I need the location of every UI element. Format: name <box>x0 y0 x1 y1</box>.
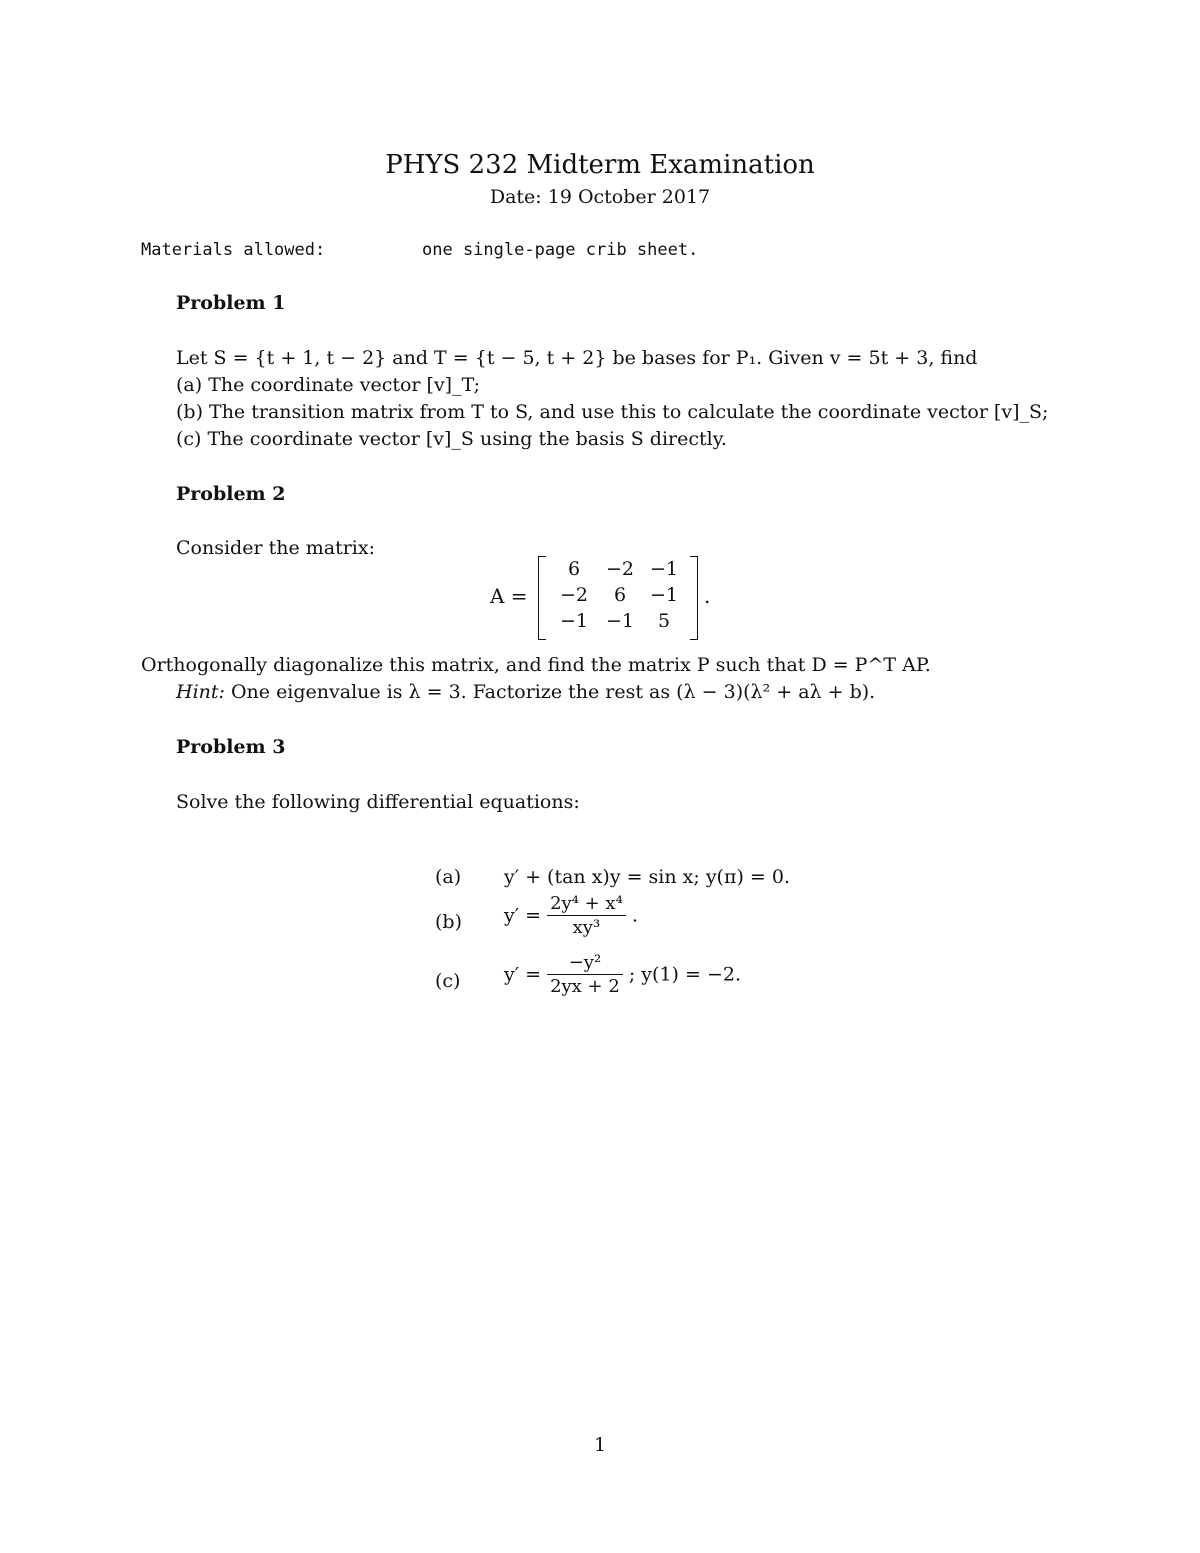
page-number: 1 <box>593 1434 607 1456</box>
equation-a: y′ + (tan x)y = sin x; y(π) = 0. <box>504 866 790 888</box>
problem-2-intro: Consider the matrix: <box>176 537 375 559</box>
problem-2-instruction: Orthogonally diagonalize this matrix, and find the matrix P such that D = P^T AP. <box>141 654 931 676</box>
matrix-cell: −1 <box>559 610 588 632</box>
equation-b-lhs: y′ = <box>504 904 542 927</box>
matrix-cell: 5 <box>657 610 671 632</box>
matrix-period: . <box>704 584 711 608</box>
problem-1-part-c: (c) The coordinate vector [v]_S using the basis S directly. <box>176 428 727 450</box>
matrix-cell: 6 <box>613 584 627 606</box>
matrix-right-bracket <box>690 556 698 640</box>
matrix-name: A = <box>490 584 528 608</box>
matrix-cell: −2 <box>559 584 588 606</box>
equation-b-numerator: 2y⁴ + x⁴ <box>547 893 626 916</box>
hint-label: Hint: <box>176 681 225 703</box>
problem-1-part-a: (a) The coordinate vector [v]_T; <box>176 374 480 396</box>
matrix-cell: −2 <box>605 558 634 580</box>
matrix-cell: 6 <box>567 558 581 580</box>
materials-label: Materials allowed: <box>141 240 326 260</box>
equation-c-denominator: 2yx + 2 <box>550 976 620 997</box>
matrix-cell: −1 <box>649 558 678 580</box>
equation-b-label: (b) <box>435 911 462 933</box>
equation-c-lhs: y′ = <box>504 963 542 986</box>
problem-3-intro: Solve the following differential equations: <box>176 791 580 813</box>
matrix-cell: −1 <box>605 610 634 632</box>
problem-1-intro: Let S = {t + 1, t − 2} and T = {t − 5, t + 2} be bases for P₁. Given v = 5t + 3, find <box>176 347 978 369</box>
equation-c-end: ; y(1) = −2. <box>628 963 741 986</box>
equation-b-end: . <box>631 904 638 927</box>
problem-2-heading: Problem 2 <box>176 483 286 505</box>
exam-date: Date: 19 October 2017 <box>489 186 711 208</box>
problem-1-part-b: (b) The transition matrix from T to S, and use this to calculate the coordinate vector [v]_S; <box>176 401 1049 423</box>
matrix-left-bracket <box>538 556 546 640</box>
equation-c-numerator: −y² <box>547 952 623 975</box>
equation-b-fraction <box>547 893 626 938</box>
equation-a-label: (a) <box>435 866 462 888</box>
problem-3-heading: Problem 3 <box>176 736 286 758</box>
hint-text: One eigenvalue is λ = 3. Factorize the rest as (λ − 3)(λ² + aλ + b). <box>230 681 876 703</box>
equation-b-denominator: xy³ <box>572 917 601 938</box>
equation-c-label: (c) <box>435 970 461 992</box>
matrix-a <box>538 556 698 638</box>
matrix-cell: −1 <box>649 584 678 606</box>
equation-c <box>504 952 741 997</box>
problem-2-hint <box>176 681 875 703</box>
problem-1-heading: Problem 1 <box>176 292 286 314</box>
page-title: PHYS 232 Midterm Examination <box>385 150 815 180</box>
equation-c-fraction <box>547 952 623 997</box>
materials-value: one single-page crib sheet. <box>422 240 699 260</box>
equation-b <box>504 893 638 938</box>
